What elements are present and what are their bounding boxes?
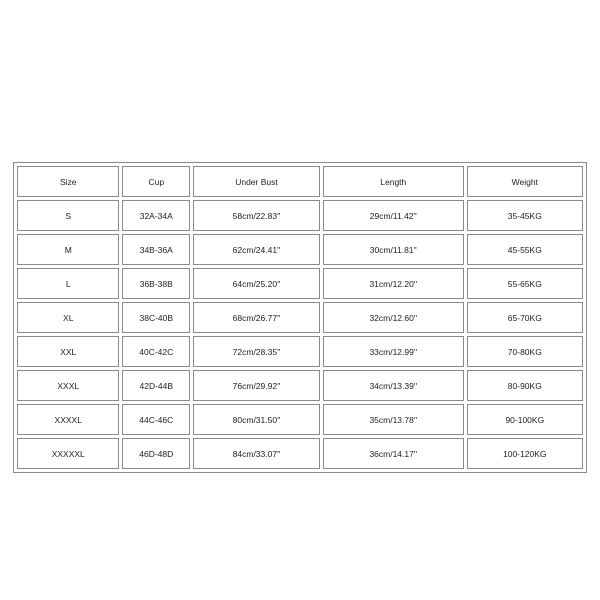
cell-cup: 42D-44B — [122, 370, 190, 401]
table-row — [17, 234, 583, 265]
cell-under-bust: 58cm/22.83'' — [193, 200, 320, 231]
header-cup: Cup — [122, 166, 190, 197]
cell-under-bust: 72cm/28.35'' — [193, 336, 320, 367]
cell-size: XL — [17, 302, 119, 333]
header-row — [17, 166, 583, 197]
cell-weight: 70-80KG — [467, 336, 583, 367]
cell-under-bust: 80cm/31.50'' — [193, 404, 320, 435]
cell-size: XXL — [17, 336, 119, 367]
header-weight: Weight — [467, 166, 583, 197]
cell-cup: 46D-48D — [122, 438, 190, 469]
cell-length: 30cm/11.81'' — [323, 234, 464, 265]
cell-cup: 32A-34A — [122, 200, 190, 231]
cell-length: 33cm/12.99'' — [323, 336, 464, 367]
table-row — [17, 438, 583, 469]
cell-cup: 36B-38B — [122, 268, 190, 299]
table-row — [17, 404, 583, 435]
cell-size: L — [17, 268, 119, 299]
size-chart-table — [13, 162, 587, 473]
cell-weight: 90-100KG — [467, 404, 583, 435]
cell-size: XXXL — [17, 370, 119, 401]
cell-size: S — [17, 200, 119, 231]
cell-under-bust: 76cm/29.92'' — [193, 370, 320, 401]
cell-under-bust: 62cm/24.41'' — [193, 234, 320, 265]
cell-weight: 65-70KG — [467, 302, 583, 333]
cell-weight: 35-45KG — [467, 200, 583, 231]
cell-length: 32cm/12.60'' — [323, 302, 464, 333]
table-row — [17, 336, 583, 367]
cell-size: XXXXXL — [17, 438, 119, 469]
table-row — [17, 200, 583, 231]
table-row — [17, 302, 583, 333]
cell-weight: 80-90KG — [467, 370, 583, 401]
cell-cup: 38C-40B — [122, 302, 190, 333]
table-row — [17, 370, 583, 401]
table-row — [17, 268, 583, 299]
cell-cup: 40C-42C — [122, 336, 190, 367]
header-size: Size — [17, 166, 119, 197]
cell-length: 34cm/13.39'' — [323, 370, 464, 401]
cell-weight: 45-55KG — [467, 234, 583, 265]
cell-under-bust: 68cm/26.77'' — [193, 302, 320, 333]
cell-cup: 44C-46C — [122, 404, 190, 435]
cell-under-bust: 84cm/33.07'' — [193, 438, 320, 469]
cell-length: 31cm/12.20'' — [323, 268, 464, 299]
cell-size: M — [17, 234, 119, 265]
cell-weight: 55-65KG — [467, 268, 583, 299]
cell-weight: 100-120KG — [467, 438, 583, 469]
header-under-bust: Under Bust — [193, 166, 320, 197]
cell-under-bust: 64cm/25.20'' — [193, 268, 320, 299]
cell-size: XXXXL — [17, 404, 119, 435]
cell-length: 36cm/14.17'' — [323, 438, 464, 469]
header-length: Length — [323, 166, 464, 197]
cell-cup: 34B-36A — [122, 234, 190, 265]
cell-length: 29cm/11.42'' — [323, 200, 464, 231]
cell-length: 35cm/13.78'' — [323, 404, 464, 435]
